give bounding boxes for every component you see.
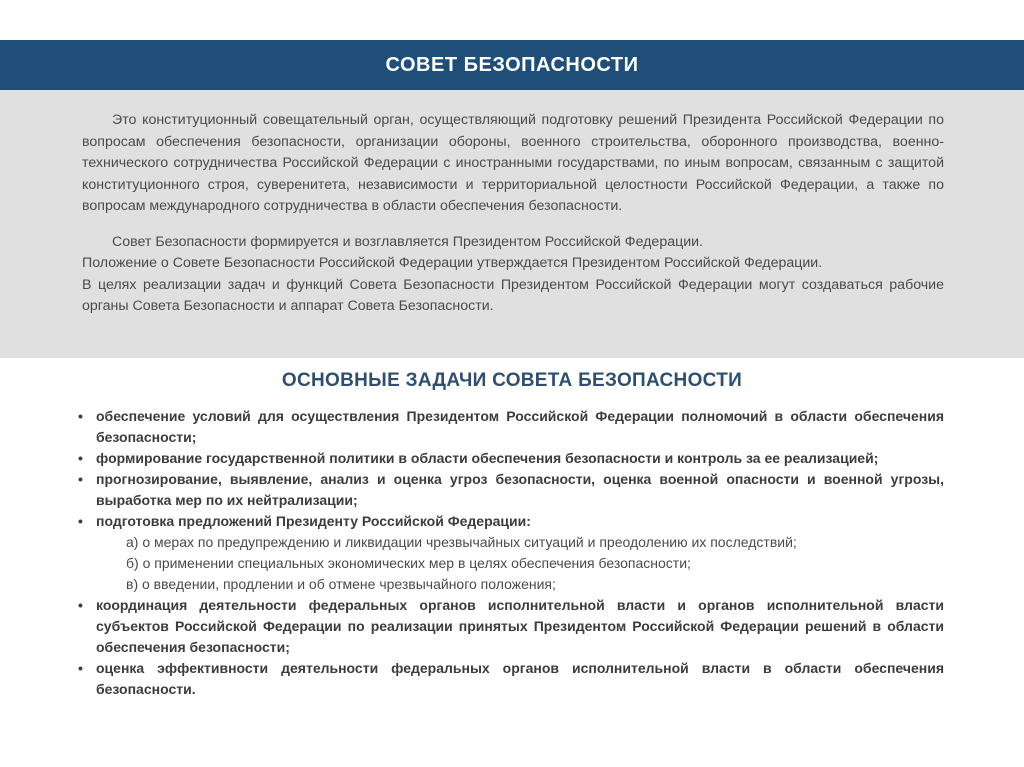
bullet-icon: •	[78, 597, 83, 613]
intro-line-4: В целях реализации задач и функций Совета Безопасности Президентом Российской Федерации могут создаваться рабочие органы Совета Безопасности и аппарат Совета Безопасности.	[82, 276, 944, 314]
intro-paragraph-1: Это конституционный совещательный орган, осуществляющий подготовку решений Президента Российской Федерации по вопросам обеспечения безопасности, организации обороны, военного строительства, оборонного производства, военно-технического сотрудничества Российской Федерации с иностранными государствами, по иным вопросам, связанным с защитой конституционного строя, суверенитета, независимости и территориальной целостности Российской Федерации, а также по вопросам международного сотрудничества в области обеспечения безопасности.	[82, 112, 944, 214]
bullet-icon: •	[78, 471, 83, 487]
task-text: координация деятельности федеральных органов исполнительной власти и органов исполнительной власти субъектов Российской Федерации по реализации принятых Президентом Российской Федерации решений в области обеспечения безопасности;	[96, 597, 944, 655]
sub-list-item: а) о мерах по предупреждению и ликвидации чрезвычайных ситуаций и преодолению их последствий;	[126, 534, 797, 550]
list-item	[78, 511, 944, 595]
task-text: оценка эффективности деятельности федеральных органов исполнительной власти в области обеспечения безопасности.	[96, 660, 944, 697]
sub-list-item: б) о применении специальных экономических мер в целях обеспечения безопасности;	[126, 555, 691, 571]
sub-list-item: в) о введении, продлении и об отмене чрезвычайного положения;	[126, 576, 556, 592]
top-margin	[0, 0, 1024, 40]
bullet-icon: •	[78, 513, 83, 529]
intro-line-2: Совет Безопасности формируется и возглавляется Президентом Российской Федерации.	[112, 233, 704, 250]
task-text: формирование государственной политики в области обеспечения безопасности и контроль за ее реализацией;	[96, 450, 879, 466]
title-bar	[0, 40, 1024, 90]
bullet-icon: •	[78, 408, 83, 424]
page-title: СОВЕТ БЕЗОПАСНОСТИ	[385, 53, 639, 76]
list-item	[78, 469, 944, 511]
list-item	[78, 595, 944, 658]
intro-line-3: Положение о Совете Безопасности Российской Федерации утверждается Президентом Российской Федерации.	[82, 255, 823, 271]
intro-text	[82, 110, 944, 318]
task-text: обеспечение условий для осуществления Президентом Российской Федерации полномочий в области обеспечения безопасности;	[96, 408, 944, 445]
bullet-icon: •	[78, 660, 83, 676]
tasks-list	[78, 406, 944, 700]
list-item	[78, 658, 944, 700]
bullet-icon: •	[78, 450, 83, 466]
tasks-title: ОСНОВНЫЕ ЗАДАЧИ СОВЕТА БЕЗОПАСНОСТИ	[281, 370, 743, 391]
proposals-sublist	[96, 532, 944, 595]
list-item	[78, 406, 944, 448]
list-item	[78, 448, 944, 469]
paragraph-gap	[82, 218, 944, 232]
task-text: прогнозирование, выявление, анализ и оценка угроз безопасности, оценка военной опасности и военной угрозы, выработка мер по их нейтрализации;	[96, 471, 944, 508]
task-text: подготовка предложений Президенту Российской Федерации:	[96, 513, 531, 529]
